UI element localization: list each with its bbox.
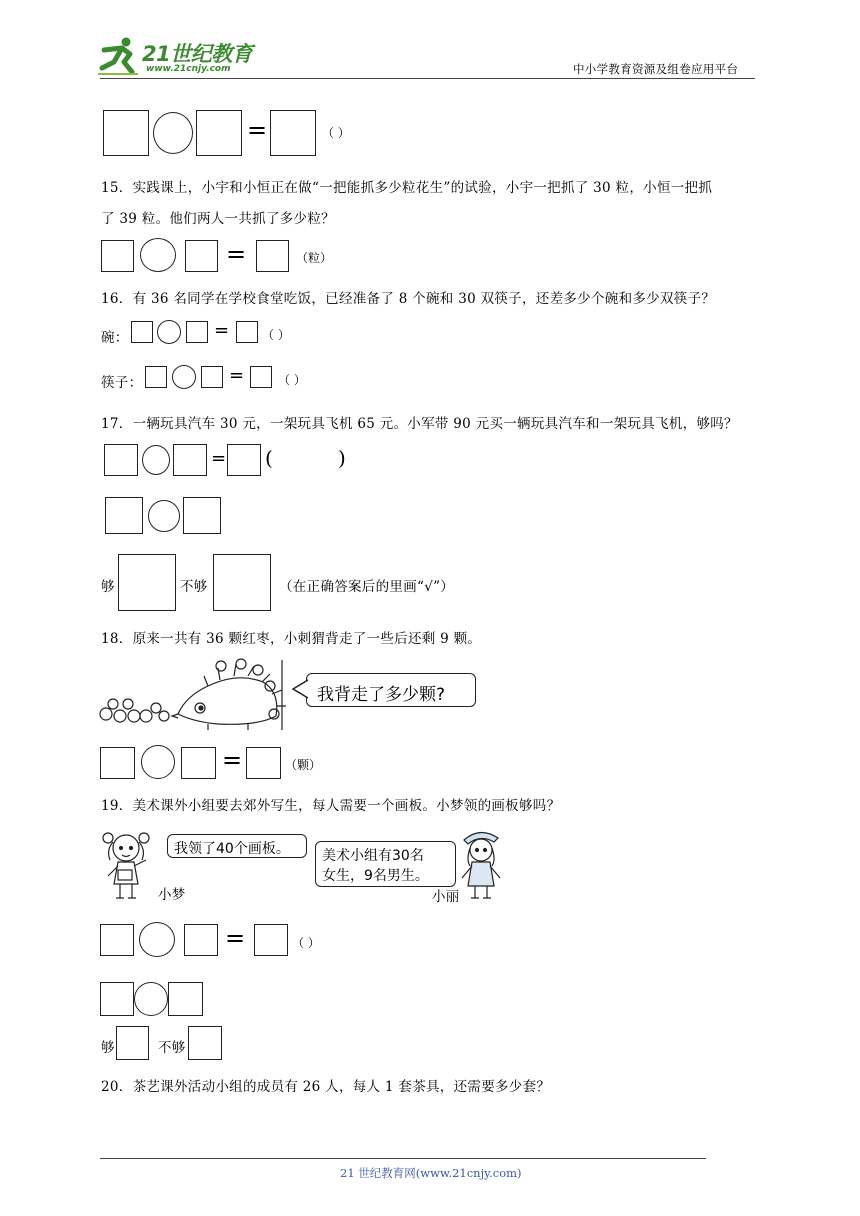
speech-text-line2: 女生，9名男生。 [322, 868, 429, 884]
not-enough-checkbox[interactable] [188, 1026, 222, 1060]
equals-sign: = [222, 746, 243, 774]
answer-box[interactable] [183, 497, 221, 534]
answer-box[interactable] [145, 366, 167, 388]
operator-circle[interactable] [148, 500, 180, 532]
equals-sign: = [225, 924, 246, 952]
enough-checkbox[interactable] [118, 554, 176, 611]
girl-xiaoli-illustration [456, 826, 506, 904]
question-15-line1: 15．实践课上，小宇和小恒正在做“一把能抓多少粒花生”的试验，小宇一把抓了 30 粒，小恒一把抓 [101, 180, 713, 196]
name-xiaomeng: 小梦 [158, 887, 186, 903]
answer-box[interactable] [250, 366, 272, 388]
question-19: 19．美术课外小组要去郊外写生，每人需要一个画板。小梦领的画板够吗？ [101, 798, 561, 814]
answer-box[interactable] [101, 240, 134, 272]
instruction-note: （在正确答案后的里画“√”） [279, 579, 455, 595]
answer-box[interactable] [100, 982, 134, 1016]
operator-circle[interactable] [141, 745, 175, 779]
speech-text: 我领了40个画板。 [174, 841, 290, 857]
not-enough-label: 不够 [158, 1040, 186, 1056]
unit-paren-open: ( [265, 446, 273, 470]
platform-name: 中小学教育资源及组卷应用平台 [573, 62, 739, 76]
answer-box[interactable] [100, 747, 135, 779]
operator-circle[interactable] [134, 982, 168, 1016]
answer-box[interactable] [256, 240, 289, 272]
question-18: 18．原来一共有 36 颗红枣，小刺猬背走了一些后还剩 9 颗。 [101, 631, 482, 647]
not-enough-label: 不够 [180, 579, 208, 595]
answer-box[interactable] [236, 321, 258, 343]
hedgehog-illustration [98, 656, 288, 732]
answer-box[interactable] [181, 747, 216, 779]
equals-sign: = [247, 116, 268, 144]
answer-box[interactable] [105, 497, 143, 534]
unit-label: （粒） [296, 251, 333, 265]
girl-xiaomeng-illustration [100, 826, 162, 904]
question-20: 20．茶艺课外活动小组的成员有 26 人，每人 1 套茶具，还需要多少套？ [101, 1079, 551, 1095]
name-xiaoli: 小丽 [432, 889, 460, 905]
unit-label: （ ） [322, 126, 350, 140]
answer-box[interactable] [184, 924, 218, 956]
girl-right-icon [456, 826, 506, 904]
answer-box[interactable] [131, 321, 153, 343]
enough-label: 够 [101, 579, 115, 595]
answer-box[interactable] [103, 110, 149, 156]
speech-pointer-icon [292, 678, 308, 700]
speech-text: 我背走了多少颗? [317, 685, 446, 705]
equals-sign: = [214, 320, 230, 341]
equals-sign: = [226, 240, 247, 268]
unit-label: （ ） [292, 936, 320, 950]
answer-box[interactable] [196, 110, 242, 156]
operator-circle[interactable] [142, 445, 170, 475]
enough-label: 够 [101, 1040, 115, 1056]
operator-circle[interactable] [153, 112, 193, 154]
footer-text: 21 世纪教育网(www.21cnjy.com) [340, 1166, 522, 1180]
girl-left-icon [100, 826, 162, 904]
answer-box[interactable] [246, 747, 281, 779]
speech-text-line1: 美术小组有30名 [322, 848, 424, 864]
operator-circle[interactable] [139, 922, 175, 957]
site-logo [96, 36, 266, 76]
answer-box[interactable] [168, 982, 203, 1016]
operator-circle[interactable] [172, 365, 196, 389]
enough-checkbox[interactable] [116, 1026, 149, 1060]
runner-logo-icon [96, 36, 142, 76]
bowl-label: 碗： [101, 330, 129, 346]
xiaomeng-speech-bubble [167, 834, 307, 858]
equals-sign: = [229, 365, 245, 386]
header-divider [100, 78, 755, 79]
answer-box[interactable] [104, 444, 138, 476]
xiaoli-speech-bubble [315, 841, 456, 887]
answer-box[interactable] [173, 444, 207, 476]
answer-box[interactable] [185, 240, 218, 272]
operator-circle[interactable] [157, 320, 181, 344]
answer-box[interactable] [270, 110, 316, 156]
answer-box[interactable] [254, 924, 288, 956]
answer-box[interactable] [100, 924, 134, 956]
equals-sign: = [211, 448, 227, 469]
answer-box[interactable] [201, 366, 223, 388]
question-15-line2: 了 39 粒。他们两人一共抓了多少粒？ [101, 211, 335, 227]
question-16: 16．有 36 名同学在学校食堂吃饭，已经准备了 8 个碗和 30 双筷子，还差多少个碗和多少双筷子？ [101, 291, 716, 307]
logo-url: www.21cnjy.com [146, 64, 231, 74]
unit-label: （颗） [285, 758, 322, 772]
unit-label: （ ） [262, 328, 290, 342]
chopsticks-label: 筷子： [101, 375, 143, 391]
question-17: 17．一辆玩具汽车 30 元，一架玩具飞机 65 元。小军带 90 元买一辆玩具汽车和一架玩具飞机，够吗？ [101, 416, 738, 432]
hedgehog-with-dates-icon [98, 656, 288, 732]
answer-box[interactable] [227, 444, 261, 476]
hedgehog-speech-bubble [306, 673, 476, 707]
unit-paren-close: ) [338, 446, 346, 470]
operator-circle[interactable] [140, 238, 176, 272]
answer-box[interactable] [186, 321, 208, 343]
logo-title: 21世纪教育 [142, 42, 253, 66]
not-enough-checkbox[interactable] [213, 554, 271, 611]
footer-divider [100, 1158, 706, 1159]
unit-label: （ ） [278, 373, 306, 387]
